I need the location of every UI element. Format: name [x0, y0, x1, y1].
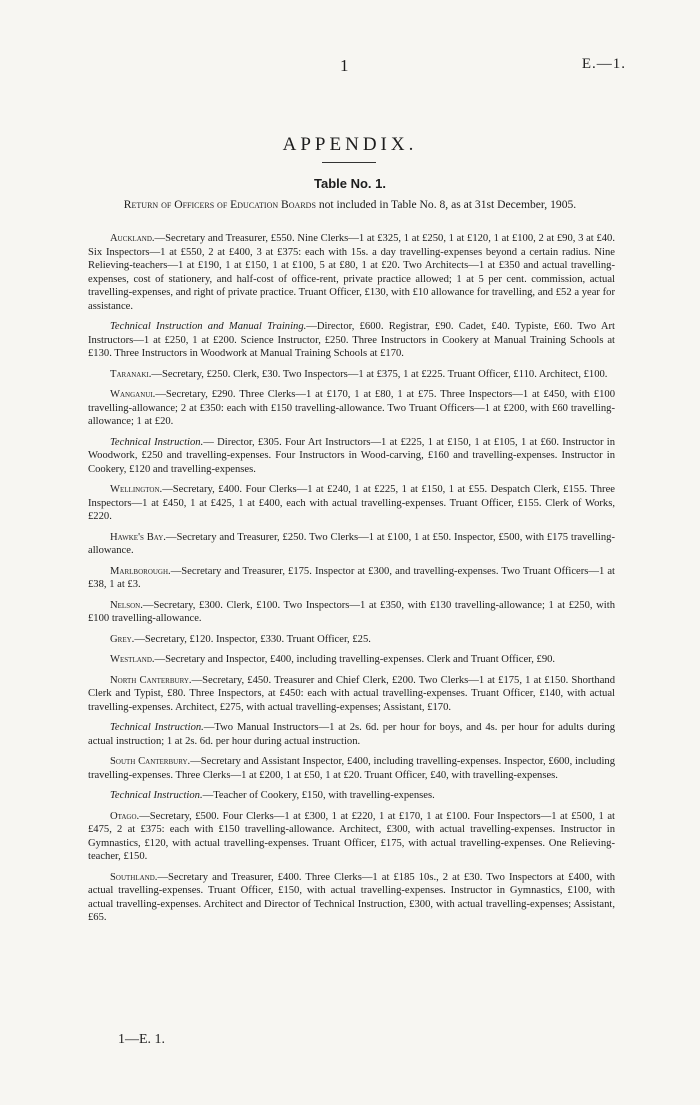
return-heading-rest: not included in Table No. 8, as at 31st December, 1905.	[318, 198, 577, 211]
title-rule	[322, 162, 376, 163]
footer-signature: 1—E. 1.	[118, 1032, 166, 1047]
board-name: Nelson.	[110, 599, 143, 611]
entry-text: —Secretary and Treasurer, £550. Nine Clerks—1 at £325, 1 at £250, 1 at £120, 1 at £100, 2 at £90, 3 at £40. Six Inspectors—1 at £550, 2 at £400, 3 at £375: each with 15s. a day travelling-expenses beyond a certain radius. Nine Relieving-teachers—1 at £190, 1 at £150, 1 at £100, 5 at £80, 1 at £20. Two Architects—1 at £350 and actual travelling-expenses, cost of stationery, and half-cost of office-rent, private practice allowed; 1 at 5 per cent. commission, actual travelling-expenses, and right of private practice. Truant Officer, £130, with £10 allowance for travelling, and £52 a year for assistance.	[88, 233, 615, 312]
board-name: Marlborough.	[110, 565, 171, 577]
entry-paragraph	[88, 483, 615, 524]
board-name: Taranaki.	[110, 368, 152, 380]
entry-text: —Teacher of Cookery, £150, with travelling-expenses.	[202, 790, 435, 801]
board-name: Otago.	[110, 810, 140, 822]
entry-text: —Secretary and Treasurer, £400. Three Clerks—1 at £185 10s., 2 at £30. Two Inspectors at £400, with actual travelling-expenses. Truant Officer, £150, with actual travelling-expenses. Instructor in Gymnastics, £100, with actual travelling-expenses. Architect and Director of Technical Instruction, £300, with actual travelling-expenses; Assistant, £65.	[88, 871, 615, 923]
entry-paragraph	[88, 721, 615, 748]
entry-paragraph	[88, 436, 615, 477]
entry-paragraph	[88, 368, 615, 382]
board-name: Hawke's Bay.	[110, 531, 166, 543]
entry-paragraph	[88, 599, 615, 626]
entry-text: —Secretary, £250. Clerk, £30. Two Inspectors—1 at £375, 1 at £225. Truant Officer, £110. Architect, £100.	[151, 368, 608, 380]
board-name: North Canterbury.	[110, 674, 192, 686]
entry-paragraph	[88, 674, 615, 715]
entry-paragraph	[88, 565, 615, 592]
entry-paragraph	[88, 531, 615, 558]
entry-text: —Secretary and Treasurer, £250. Two Clerks—1 at £100, 1 at £50. Inspector, £500, with £175 travelling-allowance.	[88, 531, 615, 556]
entry-text: —Secretary, £400. Four Clerks—1 at £240, 1 at £225, 1 at £150, 1 at £55. Despatch Clerk, £155. Three Inspectors—1 at £450, 1 at £425, 1 at £400, each with actual travelling-expenses. Truant Officer, £155. Clerk of Works, £220.	[88, 484, 615, 522]
subsection-name: Technical Instruction.	[110, 790, 203, 801]
subsection-name: Technical Instruction.	[110, 436, 204, 448]
return-heading-lead: Return of Officers of Education Boards	[123, 198, 316, 211]
entry-paragraph	[88, 755, 615, 782]
entry-text: —Secretary and Treasurer, £175. Inspector at £300, and travelling-expenses. Two Truant Officers—1 at £38, 1 at £3.	[88, 565, 615, 590]
entries-body	[88, 232, 615, 932]
board-name: Westland.	[110, 654, 155, 665]
subsection-name: Technical Instruction.	[110, 722, 204, 733]
subsection-name: Technical Instruction and Manual Training.	[110, 321, 307, 332]
appendix-title: APPENDIX.	[282, 134, 418, 155]
entry-text: —Secretary, £500. Four Clerks—1 at £300, 1 at £220, 1 at £170, 1 at £100. Four Inspectors—1 at £500, 1 at £475, 2 at £375: each with £150 travelling-allowance. Architect, £300, with actual travelling-expenses. Instructor in Gymnastics, £120, with actual travelling-expenses. Truant Officer, £175, with actual travelling-expenses. One Relieving-teacher, £150.	[88, 810, 615, 862]
entry-paragraph	[88, 320, 615, 361]
page-number: 1	[340, 56, 349, 75]
entry-text: —Secretary, £120. Inspector, £330. Truant Officer, £25.	[134, 633, 371, 645]
entry-paragraph	[88, 388, 615, 429]
table-heading: Table No. 1.	[314, 176, 386, 191]
board-name: South Canterbury.	[110, 756, 191, 767]
entry-paragraph	[88, 810, 615, 864]
return-heading	[88, 198, 612, 212]
entry-paragraph	[88, 232, 615, 313]
entry-paragraph	[88, 871, 615, 925]
entry-paragraph	[88, 633, 615, 647]
entry-text: —Director, £600. Registrar, £90. Cadet, £40. Typiste, £60. Two Art Instructors—1 at £250, 1 at £200. Science Instructor, £250. Three Instructors in Cookery at Manual Training Schools at £130. Three Instructors in Woodwork at Manual Training Schools at £170.	[88, 321, 615, 359]
board-name: Auckland.	[110, 233, 155, 244]
board-name: Southland.	[110, 871, 158, 883]
board-name: Wellington.	[110, 484, 163, 495]
board-name: Wanganui.	[110, 389, 156, 400]
entry-text: —Secretary, £300. Clerk, £100. Two Inspectors—1 at £350, with £130 travelling-allowance; 1 at £250, with £100 travelling-allowance.	[88, 599, 615, 624]
entry-text: —Secretary, £290. Three Clerks—1 at £170, 1 at £80, 1 at £75. Three Inspectors—1 at £450, with £100 travelling-allowance; 2 at £350: each with £150 travelling-allowance. Two Truant Officers—1 at £200, with £60 travelling-allowance; 1 at £20.	[88, 389, 615, 427]
entry-paragraph	[88, 653, 615, 667]
entry-text: —Secretary and Assistant Inspector, £400, including travelling-expenses. Inspector, £600, including travelling-expenses. Three Clerks—1 at £200, 1 at £50, 1 at £20. Truant Officer, £40, with travelling-expenses.	[88, 756, 615, 781]
entry-text: —Secretary and Inspector, £400, including travelling-expenses. Clerk and Truant Officer, £90.	[154, 654, 556, 665]
document-reference: E.—1.	[581, 56, 626, 72]
board-name: Grey.	[110, 633, 135, 645]
entry-text: —Two Manual Instructors—1 at 2s. 6d. per hour for boys, and 4s. per hour for adults during actual instruction; 1 at 2s. 6d. per hour during actual instruction.	[88, 722, 615, 747]
entry-text: — Director, £305. Four Art Instructors—1 at £225, 1 at £150, 1 at £105, 1 at £60. Instructor in Woodwork, £250 and travelling-expenses. Four Instructors in Wood-carving, £160 and travelling-expenses. Instructor in Cookery, £120 and travelling-expenses.	[88, 436, 616, 475]
entry-paragraph	[88, 789, 615, 803]
entry-text: —Secretary, £450. Treasurer and Chief Clerk, £200. Two Clerks—1 at £175, 1 at £150. Shorthand Clerk and Typist, £80. Three Inspectors, at £450: each with actual travelling-expenses. Truant Officer, £140, with actual travelling-expenses. Architect, £275, with actual travelling-expenses; Assistant, £170.	[88, 674, 615, 713]
